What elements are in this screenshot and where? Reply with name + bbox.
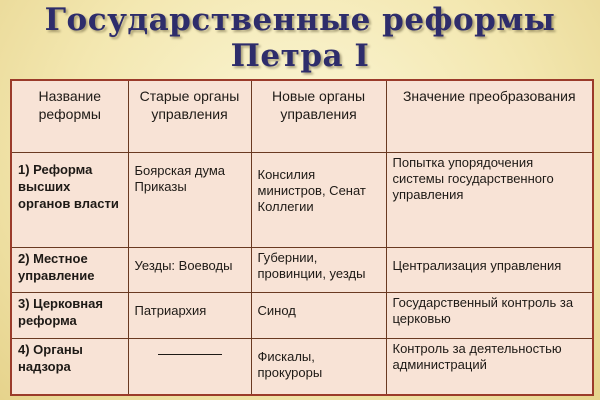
old-bodies-cell: Уезды: Воеводы (128, 247, 251, 292)
table-row (11, 247, 593, 292)
reforms-table (10, 79, 594, 396)
significance-cell: Централизация управления (386, 247, 593, 292)
significance-cell: Государственный контроль за церковью (386, 293, 593, 338)
column-header-old-bodies: Старые органы управления (128, 80, 251, 152)
new-bodies-cell: Губернии, провинции, уезды (251, 247, 386, 292)
new-bodies-cell (251, 152, 386, 247)
new-bodies-cell: Фискалы, прокуроры (251, 338, 386, 395)
old-bodies-cell: Патриархия (128, 293, 251, 338)
reform-name-cell: 1) Реформа высших органов власти (11, 152, 128, 247)
old-bodies-cell (128, 152, 251, 247)
column-header-significance: Значение преобразования (386, 80, 593, 152)
significance-cell: Попытка упорядочения системы государственного управления (386, 152, 593, 247)
old-body-item: Боярская дума (134, 162, 225, 178)
column-header-reform-name: Название реформы (11, 80, 128, 152)
table-row (11, 293, 593, 338)
reform-name-cell: 2) Местное управление (11, 247, 128, 292)
new-body-item: Коллегии (257, 198, 314, 214)
new-bodies-cell: Синод (251, 293, 386, 338)
new-body-item: министров, Сенат (257, 182, 366, 198)
old-body-item: Приказы (134, 178, 187, 194)
table-header-row (11, 80, 593, 152)
empty-value-line (158, 353, 222, 355)
new-body-item: Консилия (257, 166, 316, 182)
old-bodies-cell (128, 338, 251, 395)
table-row (11, 338, 593, 395)
significance-cell: Контроль за деятельностью администраций (386, 338, 593, 395)
title-line-2: Петра I (230, 38, 370, 74)
reform-name-cell: 3) Церковная реформа (11, 293, 128, 338)
reform-name-cell: 4) Органы надзора (11, 338, 128, 395)
table-row (11, 152, 593, 247)
column-header-new-bodies: Новые органы управления (251, 80, 386, 152)
title-line-1: Государственные реформы (44, 2, 556, 38)
